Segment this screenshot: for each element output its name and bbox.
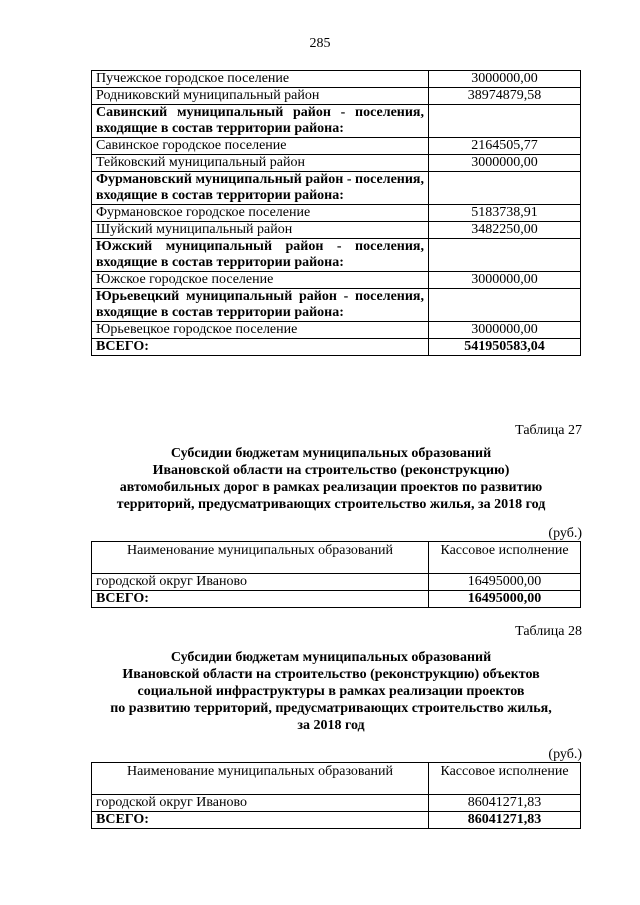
table-28-title <box>70 649 592 734</box>
table-row <box>92 138 581 155</box>
table-27-label: Таблица 27 <box>515 423 582 438</box>
title-line: по развитию территорий, предусматривающих строительство жилья, <box>110 701 552 716</box>
row-value: 38974879,58 <box>429 88 581 105</box>
row-value <box>429 239 581 272</box>
title-line: Ивановской области на строительство (реконструкцию) объектов <box>122 667 540 682</box>
table-total-row <box>92 812 581 829</box>
table-row <box>92 795 581 812</box>
table-row <box>92 71 581 88</box>
row-name: городской округ Иваново <box>92 574 429 591</box>
row-name: городской округ Иваново <box>92 795 429 812</box>
title-line: Ивановской области на строительство (реконструкцию) <box>152 463 510 478</box>
title-line: Субсидии бюджетам муниципальных образований <box>170 446 492 461</box>
table-27-title <box>70 445 592 513</box>
subsidy-table-continued <box>91 70 581 356</box>
column-header-value: Кассовое исполнение <box>429 763 581 795</box>
table-total-row <box>92 339 581 356</box>
table-row <box>92 205 581 222</box>
row-name: Фурмановское городское поселение <box>92 205 429 222</box>
row-value: 86041271,83 <box>429 795 581 812</box>
table-row <box>92 222 581 239</box>
table-27 <box>91 541 581 608</box>
table-section-row <box>92 172 581 205</box>
row-value: 16495000,00 <box>429 574 581 591</box>
table-28 <box>91 762 581 829</box>
table-total-row <box>92 591 581 608</box>
table-28-label: Таблица 28 <box>515 624 582 639</box>
row-name: Юрьевецкий муниципальный район - поселения, входящие в состав территории района: <box>92 289 429 322</box>
row-name: Пучежское городское поселение <box>92 71 429 88</box>
row-name: Тейковский муниципальный район <box>92 155 429 172</box>
title-line: Субсидии бюджетам муниципальных образований <box>170 650 492 665</box>
row-name: Южский муниципальный район - поселения, входящие в состав территории района: <box>92 239 429 272</box>
page-number: 285 <box>309 36 331 51</box>
table-row <box>92 272 581 289</box>
table-row <box>92 574 581 591</box>
row-name: Юрьевецкое городское поселение <box>92 322 429 339</box>
table-section-row <box>92 289 581 322</box>
column-header-name: Наименование муниципальных образований <box>92 542 429 574</box>
table-row <box>92 322 581 339</box>
row-value: 3482250,00 <box>429 222 581 239</box>
row-name: Савинское городское поселение <box>92 138 429 155</box>
total-value: 541950583,04 <box>429 339 581 356</box>
column-header-value: Кассовое исполнение <box>429 542 581 574</box>
title-line: социальной инфраструктуры в рамках реализации проектов <box>137 684 525 699</box>
total-label: ВСЕГО: <box>92 812 429 829</box>
row-value: 3000000,00 <box>429 322 581 339</box>
row-value: 3000000,00 <box>429 155 581 172</box>
row-name: Фурмановский муниципальный район - поселения, входящие в состав территории района: <box>92 172 429 205</box>
row-name: Савинский муниципальный район - поселения, входящие в состав территории района: <box>92 105 429 138</box>
row-name: Шуйский муниципальный район <box>92 222 429 239</box>
row-value: 3000000,00 <box>429 71 581 88</box>
row-name: Южское городское поселение <box>92 272 429 289</box>
row-value <box>429 172 581 205</box>
total-value: 86041271,83 <box>429 812 581 829</box>
table-row <box>92 155 581 172</box>
table-header-row <box>92 542 581 574</box>
row-value <box>429 289 581 322</box>
table-header-row <box>92 763 581 795</box>
row-value: 3000000,00 <box>429 272 581 289</box>
table-27-unit: (руб.) <box>548 526 582 541</box>
total-label: ВСЕГО: <box>92 339 429 356</box>
row-value: 2164505,77 <box>429 138 581 155</box>
title-line: за 2018 год <box>297 718 365 733</box>
title-line: автомобильных дорог в рамках реализации проектов по развитию <box>119 480 543 495</box>
table-section-row <box>92 105 581 138</box>
table-28-unit: (руб.) <box>548 747 582 762</box>
total-label: ВСЕГО: <box>92 591 429 608</box>
column-header-name: Наименование муниципальных образований <box>92 763 429 795</box>
row-value <box>429 105 581 138</box>
title-line: территорий, предусматривающих строительство жилья, за 2018 год <box>116 497 546 512</box>
row-value: 5183738,91 <box>429 205 581 222</box>
total-value: 16495000,00 <box>429 591 581 608</box>
table-section-row <box>92 239 581 272</box>
table-row <box>92 88 581 105</box>
row-name: Родниковский муниципальный район <box>92 88 429 105</box>
